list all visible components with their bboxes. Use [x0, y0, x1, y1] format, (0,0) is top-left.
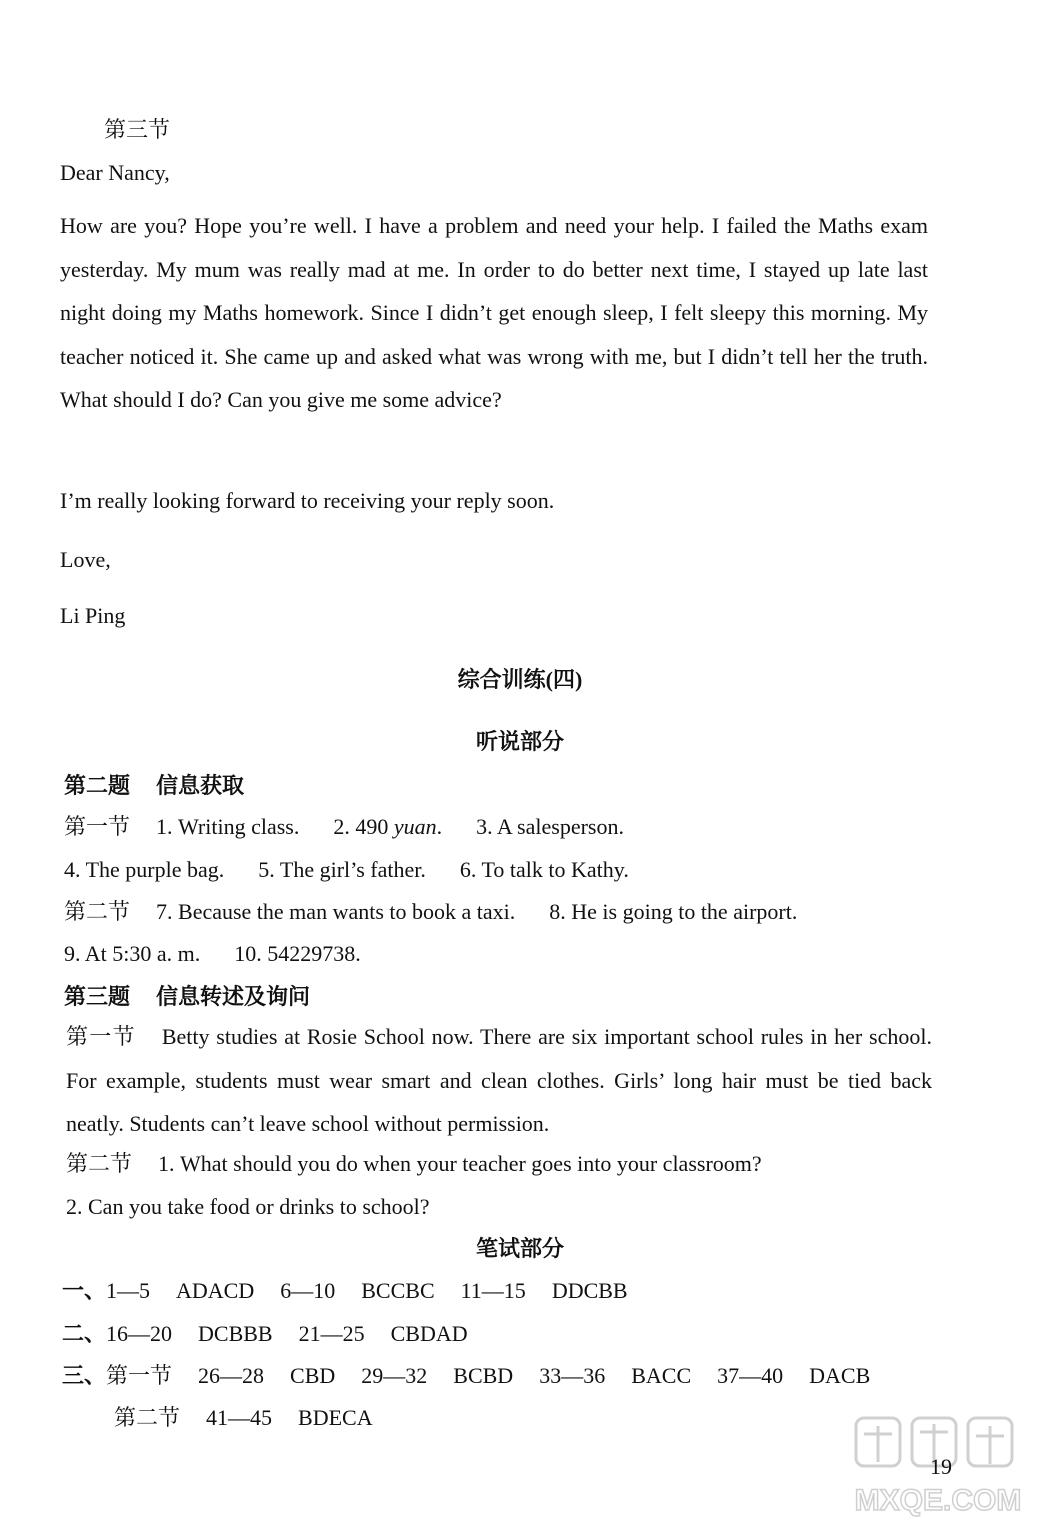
listening-heading: 听说部分: [475, 729, 564, 754]
svg-text:MXQE.COM: MXQE.COM: [854, 1484, 1022, 1517]
letter-body: How are you? Hope you’re well. I have a problem and need your help. I failed the Maths exam yesterday. My mum was really mad at me. In order to do better next time, I stayed up late last night doing my Maths homework. Since I didn’t get enough sleep, I felt sleepy this morning. My teacher noticed it. She came up and asked what was wrong with me, but I didn’t tell her the truth. What should I do? Can you give me some advice?: [60, 213, 928, 412]
answer-6: 6. To talk to Kathy.: [459, 857, 629, 882]
range-label: 21—25: [298, 1321, 365, 1346]
q3-title: 第三题: [64, 984, 131, 1009]
answer-4: 4. The purple bag.: [64, 857, 225, 882]
letter-signoff: Love,: [60, 547, 111, 572]
q3-question-2: 2. Can you take food or drinks to school?: [66, 1194, 430, 1219]
range-label: 16—20: [106, 1321, 173, 1346]
q3-section-1: [66, 1015, 932, 1146]
written-row-3: [62, 1361, 870, 1391]
range-label: 1—5: [106, 1278, 151, 1303]
answer-group: BCBD: [453, 1363, 514, 1388]
written-row-1: [62, 1276, 628, 1306]
q2-answers-line-2: [64, 855, 629, 885]
answer-group: ADACD: [176, 1278, 255, 1303]
range-label: 41—45: [206, 1405, 273, 1430]
part-label: 二、: [62, 1321, 107, 1346]
part-label: 三、: [62, 1363, 107, 1388]
letter-closing-line: I’m really looking forward to receiving your reply soon.: [60, 488, 555, 513]
letter-section-label: 第三节: [104, 117, 171, 142]
q2-answers-line-3: [64, 897, 797, 927]
section-label: 第一节: [64, 814, 131, 839]
q2-answers-line-4: [64, 939, 361, 969]
range-label: 33—36: [539, 1363, 606, 1388]
q2-title: 第二题: [64, 773, 131, 798]
q3-heading: [64, 982, 310, 1012]
answer-10: 10. 54229738.: [234, 941, 361, 966]
answer-group: DDCBB: [551, 1278, 628, 1303]
page-number: 19: [930, 1454, 952, 1479]
range-label: 11—15: [460, 1278, 526, 1303]
answer-9: 9. At 5:30 a. m.: [64, 941, 201, 966]
letter-salutation: Dear Nancy,: [60, 160, 170, 185]
range-label: 29—32: [361, 1363, 428, 1388]
q2-answers-line-1: [64, 812, 624, 842]
answer-5: 5. The girl’s father.: [258, 857, 426, 882]
answer-3: 3. A salesperson.: [476, 814, 624, 839]
q3-subtitle: 信息转述及询问: [156, 984, 311, 1009]
answer-1: 1. Writing class.: [156, 814, 300, 839]
answer-group: DACB: [809, 1363, 871, 1388]
answer-group: CBDAD: [390, 1321, 468, 1346]
section-label: 第二节: [64, 899, 131, 924]
range-label: 37—40: [717, 1363, 784, 1388]
answer-7: 7. Because the man wants to book a taxi.: [156, 899, 516, 924]
q3-question-1: 1. What should you do when your teacher goes into your classroom?: [158, 1151, 762, 1176]
written-row-4: [114, 1403, 373, 1433]
written-heading: 笔试部分: [475, 1236, 564, 1261]
written-row-2: [62, 1319, 468, 1349]
section-label: 第二节: [66, 1151, 133, 1176]
answer-group: BDECA: [298, 1405, 373, 1430]
letter-signature: Li Ping: [60, 603, 126, 628]
answer-group: DCBBB: [198, 1321, 273, 1346]
section-label: 第一节: [106, 1363, 173, 1388]
section-label: 第一节: [66, 1024, 136, 1049]
range-label: 6—10: [280, 1278, 336, 1303]
range-label: 26—28: [198, 1363, 265, 1388]
part-label: 一、: [62, 1278, 107, 1303]
q3-section-2-q1: [66, 1149, 762, 1179]
q2-subtitle: 信息获取: [156, 773, 245, 798]
answer-8: 8. He is going to the airport.: [549, 899, 798, 924]
q3-section-1-text: Betty studies at Rosie School now. There are six important school rules in her school. For example, students must wear smart and clean clothes. Girls’ long hair must be tied back neatly. Students can’t leave school without permission.: [66, 1024, 932, 1136]
answer-2: 2. 490 yuan.: [333, 814, 443, 839]
exercise-title: 综合训练(四): [457, 667, 583, 692]
answer-group: BACC: [631, 1363, 692, 1388]
answer-group: CBD: [290, 1363, 336, 1388]
q2-heading: [64, 771, 244, 801]
section-label: 第二节: [114, 1405, 181, 1430]
answer-group: BCCBC: [361, 1278, 435, 1303]
